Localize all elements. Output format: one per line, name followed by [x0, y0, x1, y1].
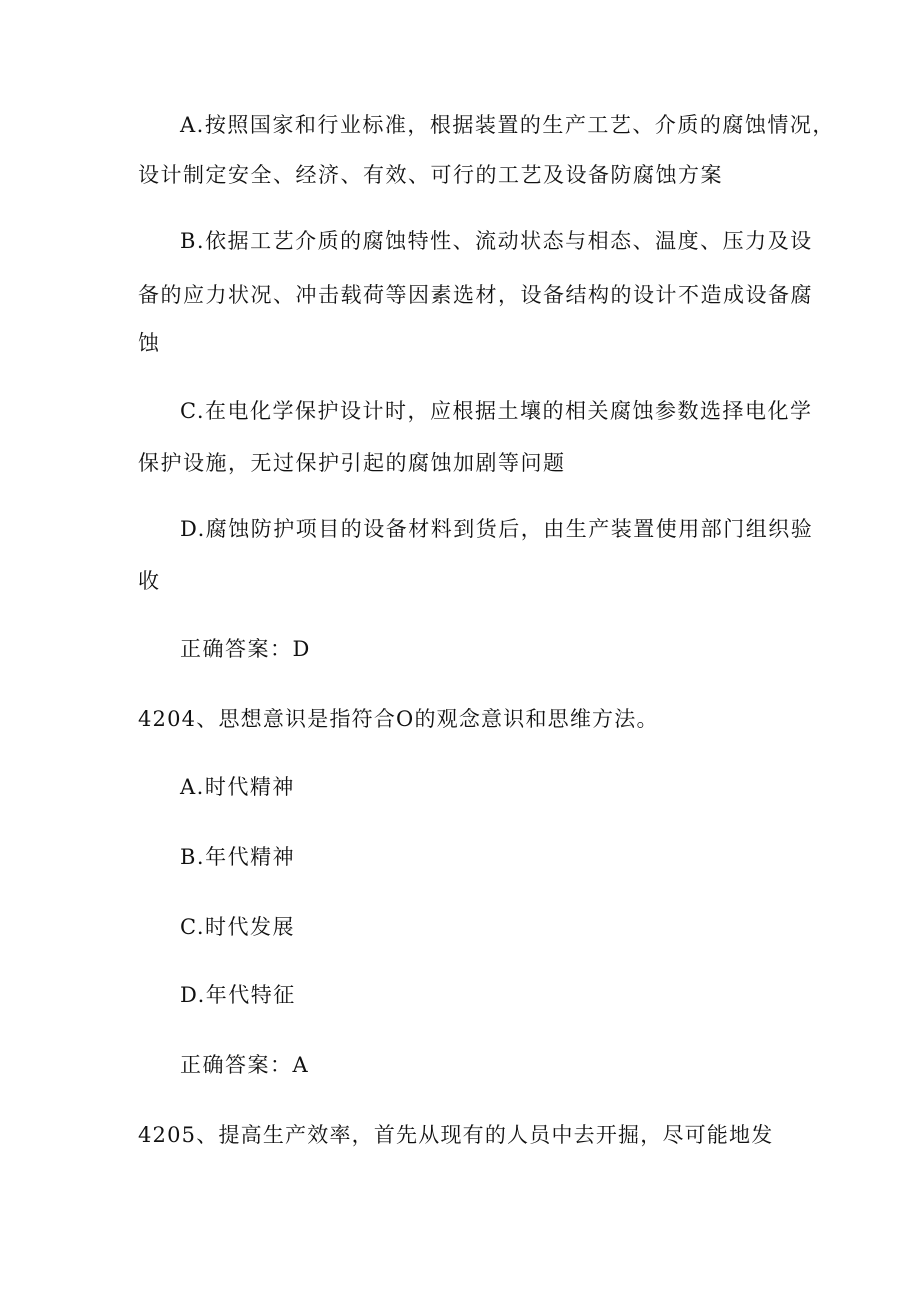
question-4204-option-c: C.时代发展: [180, 915, 295, 939]
question-4204-option-b: B.年代精神: [180, 845, 296, 869]
question-4204-stem: 4204、思想意识是指符合O的观念意识和思维方法。: [138, 707, 659, 731]
option-a-line-2: 设计制定安全、经济、有效、可行的工艺及设备防腐蚀方案: [138, 163, 723, 187]
answer-prev: 正确答案：D: [180, 637, 311, 661]
option-b-line-2: 备的应力状况、冲击载荷等因素选材，设备结构的设计不造成设备腐: [138, 283, 813, 307]
option-d-line-2: 收: [138, 569, 161, 593]
question-4204-option-a: A.时代精神: [180, 775, 295, 799]
question-4204-option-d: D.年代特征: [180, 983, 296, 1007]
option-d-line-1: D.腐蚀防护项目的设备材料到货后，由生产装置使用部门组织验: [180, 517, 814, 541]
option-b-line-3: 蚀: [138, 331, 161, 355]
option-c-line-2: 保护设施，无过保护引起的腐蚀加剧等问题: [138, 451, 566, 475]
option-b-line-1: B.依据工艺介质的腐蚀特性、流动状态与相态、温度、压力及设: [180, 229, 813, 253]
option-a-line-1: A.按照国家和行业标准，根据装置的生产工艺、介质的腐蚀情况，: [180, 113, 835, 137]
option-c-line-1: C.在电化学保护设计时，应根据土壤的相关腐蚀参数选择电化学: [180, 399, 813, 423]
question-4205-stem: 4205、提高生产效率，首先从现有的人员中去开掘，尽可能地发: [138, 1123, 774, 1147]
question-4204-answer: 正确答案：A: [180, 1053, 310, 1077]
